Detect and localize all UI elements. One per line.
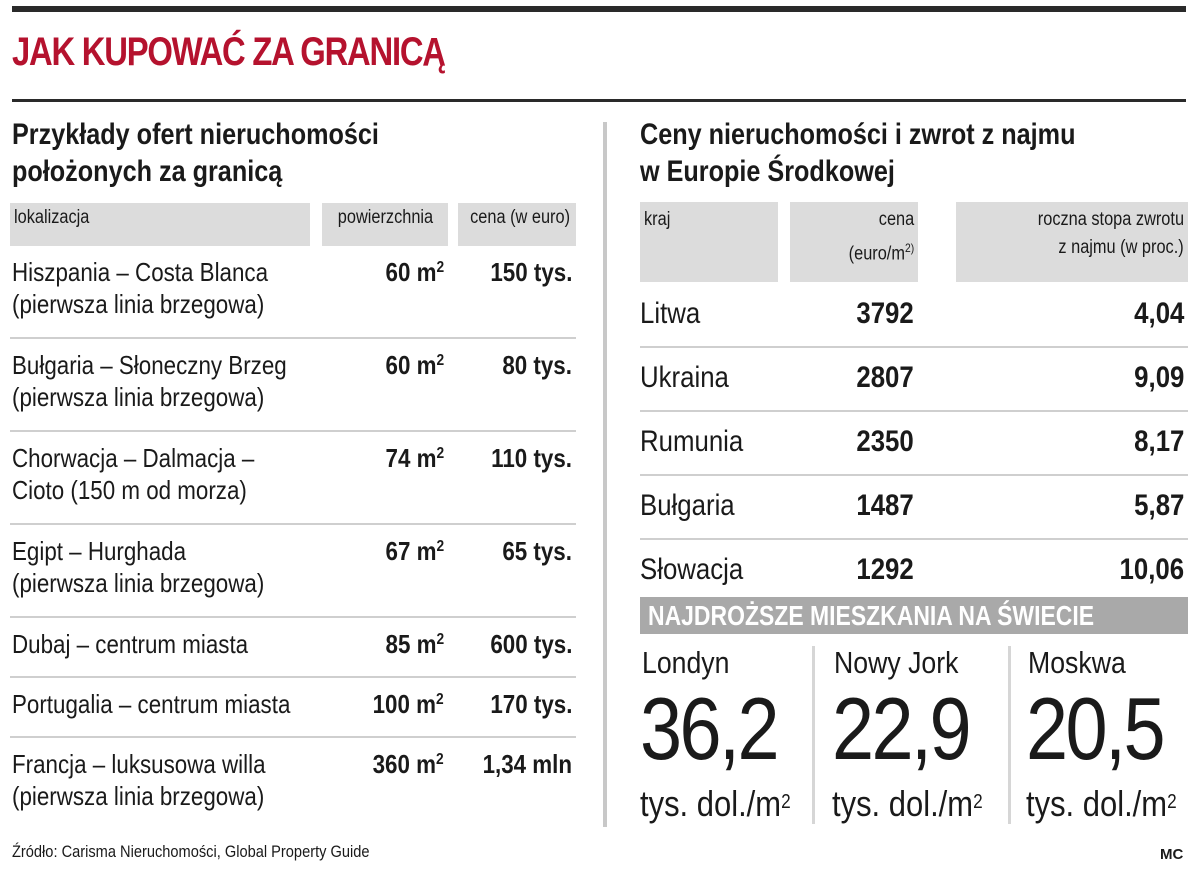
city-value: 22,9 [832,679,969,778]
offer-area: 60 $m^2$ [385,257,444,287]
offer-row [10,738,576,829]
offer-price: 150 tys. [489,257,572,287]
yield-value: 9,09 [1133,361,1184,394]
city-value: 20,5 [1026,679,1163,778]
yield-value: 10,06 [1119,553,1184,586]
city-name: Nowy Jork [834,645,959,680]
price-row [640,412,1188,476]
offers-title [12,116,379,190]
header-price-sqm: cena ($euro/m^{2)}$ [790,202,918,282]
city-unit: tys. $dol./m^2$ [1026,783,1177,824]
offers-header-row [10,203,576,246]
city-name: Moskwa [1028,645,1126,680]
city-name: Londyn [642,645,730,680]
offer-area: 67 $m^2$ [385,536,444,566]
title-rule [12,99,1186,102]
offer-price: 110 tys. [491,443,572,473]
city-new-york [832,643,1022,828]
header-area: powierzchnia [322,203,448,246]
page-title: JAK KUPOWAĆ ZA GRANICĄ [12,30,445,74]
top-rule [12,6,1186,12]
offer-location: Bułgaria – Słoneczny Brzeg (pierwsza linia brzegowa) [12,350,287,412]
header-location: lokalizacja [10,203,310,246]
prices-header-row [640,202,1188,284]
price-value: 1487 [856,489,914,522]
price-country: Litwa [640,297,701,330]
offer-row [10,618,576,678]
column-divider [603,122,607,827]
price-country: Bułgaria [640,489,735,522]
prices-table [640,202,1188,602]
offer-row [10,525,576,618]
offer-price: 600 tys. [489,629,572,659]
price-row [640,476,1188,540]
price-row [640,348,1188,412]
city-unit: tys. $dol./m^2$ [832,783,983,824]
price-row [640,540,1188,602]
offer-location: Hiszpania – Costa Blanca (pierwsza linia brzegowa) [12,257,269,319]
prices-title [640,116,1075,190]
city-value: 36,2 [640,679,777,778]
header-country: kraj [640,202,778,282]
price-value: 2350 [856,425,914,458]
price-value: 1292 [856,553,914,586]
yield-value: 8,17 [1133,425,1184,458]
yield-value: 4,04 [1133,297,1184,330]
offer-row [10,339,576,432]
offers-title-line1: Przykłady ofert nieruchomości [12,118,379,151]
price-row [640,284,1188,348]
city-unit: tys. $dol./m^2$ [640,783,791,824]
offer-area: 85 $m^2$ [385,629,444,659]
offer-price: 1,34 mln [482,749,572,779]
offer-area: 60 $m^2$ [385,350,444,380]
expensive-banner: NAJDROŻSZE MIESZKANIA NA ŚWIECIE [640,597,1188,634]
price-value: 3792 [856,297,914,330]
offer-price: 65 tys. [502,536,572,566]
city-london [640,643,830,828]
offer-location: Dubaj – centrum miasta [12,629,249,659]
offers-table [10,203,576,829]
yield-value: 5,87 [1133,489,1184,522]
city-separator [812,646,815,824]
prices-title-line2: w Europie Środkowej [640,155,895,188]
offer-location: Portugalia – centrum miasta [12,689,291,719]
author-credit: MC [1160,846,1184,863]
offer-location: Francja – luksusowa willa (pierwsza linia brzegowa) [12,749,266,811]
offer-row [10,432,576,525]
header-price: cena (w euro) [458,203,576,246]
offer-row [10,246,576,339]
offer-location: Chorwacja – Dalmacja – Cioto (150 m od morza) [12,443,255,505]
offer-price: 170 tys. [489,689,572,719]
source-note: Źródło: Carisma Nieruchomości, Global Property Guide [12,842,370,861]
offer-row [10,678,576,738]
city-moscow [1026,643,1200,828]
offers-title-line2: położonych za granicą [12,155,283,188]
offer-location: Egipt – Hurghada (pierwsza linia brzegowa) [12,536,265,598]
header-yield: roczna stopa zwrotu z najmu (w proc.) [956,202,1188,282]
offer-area: 74 $m^2$ [385,443,444,473]
prices-title-line1: Ceny nieruchomości i zwrot z najmu [640,118,1076,151]
price-country: Słowacja [640,553,744,586]
offer-price: 80 tys. [502,350,572,380]
price-country: Ukraina [640,361,729,394]
price-country: Rumunia [640,425,744,458]
offer-area: 100 $m^2$ [372,689,444,719]
city-separator [1008,646,1011,824]
price-value: 2807 [856,361,914,394]
offer-area: 360 $m^2$ [372,749,444,779]
